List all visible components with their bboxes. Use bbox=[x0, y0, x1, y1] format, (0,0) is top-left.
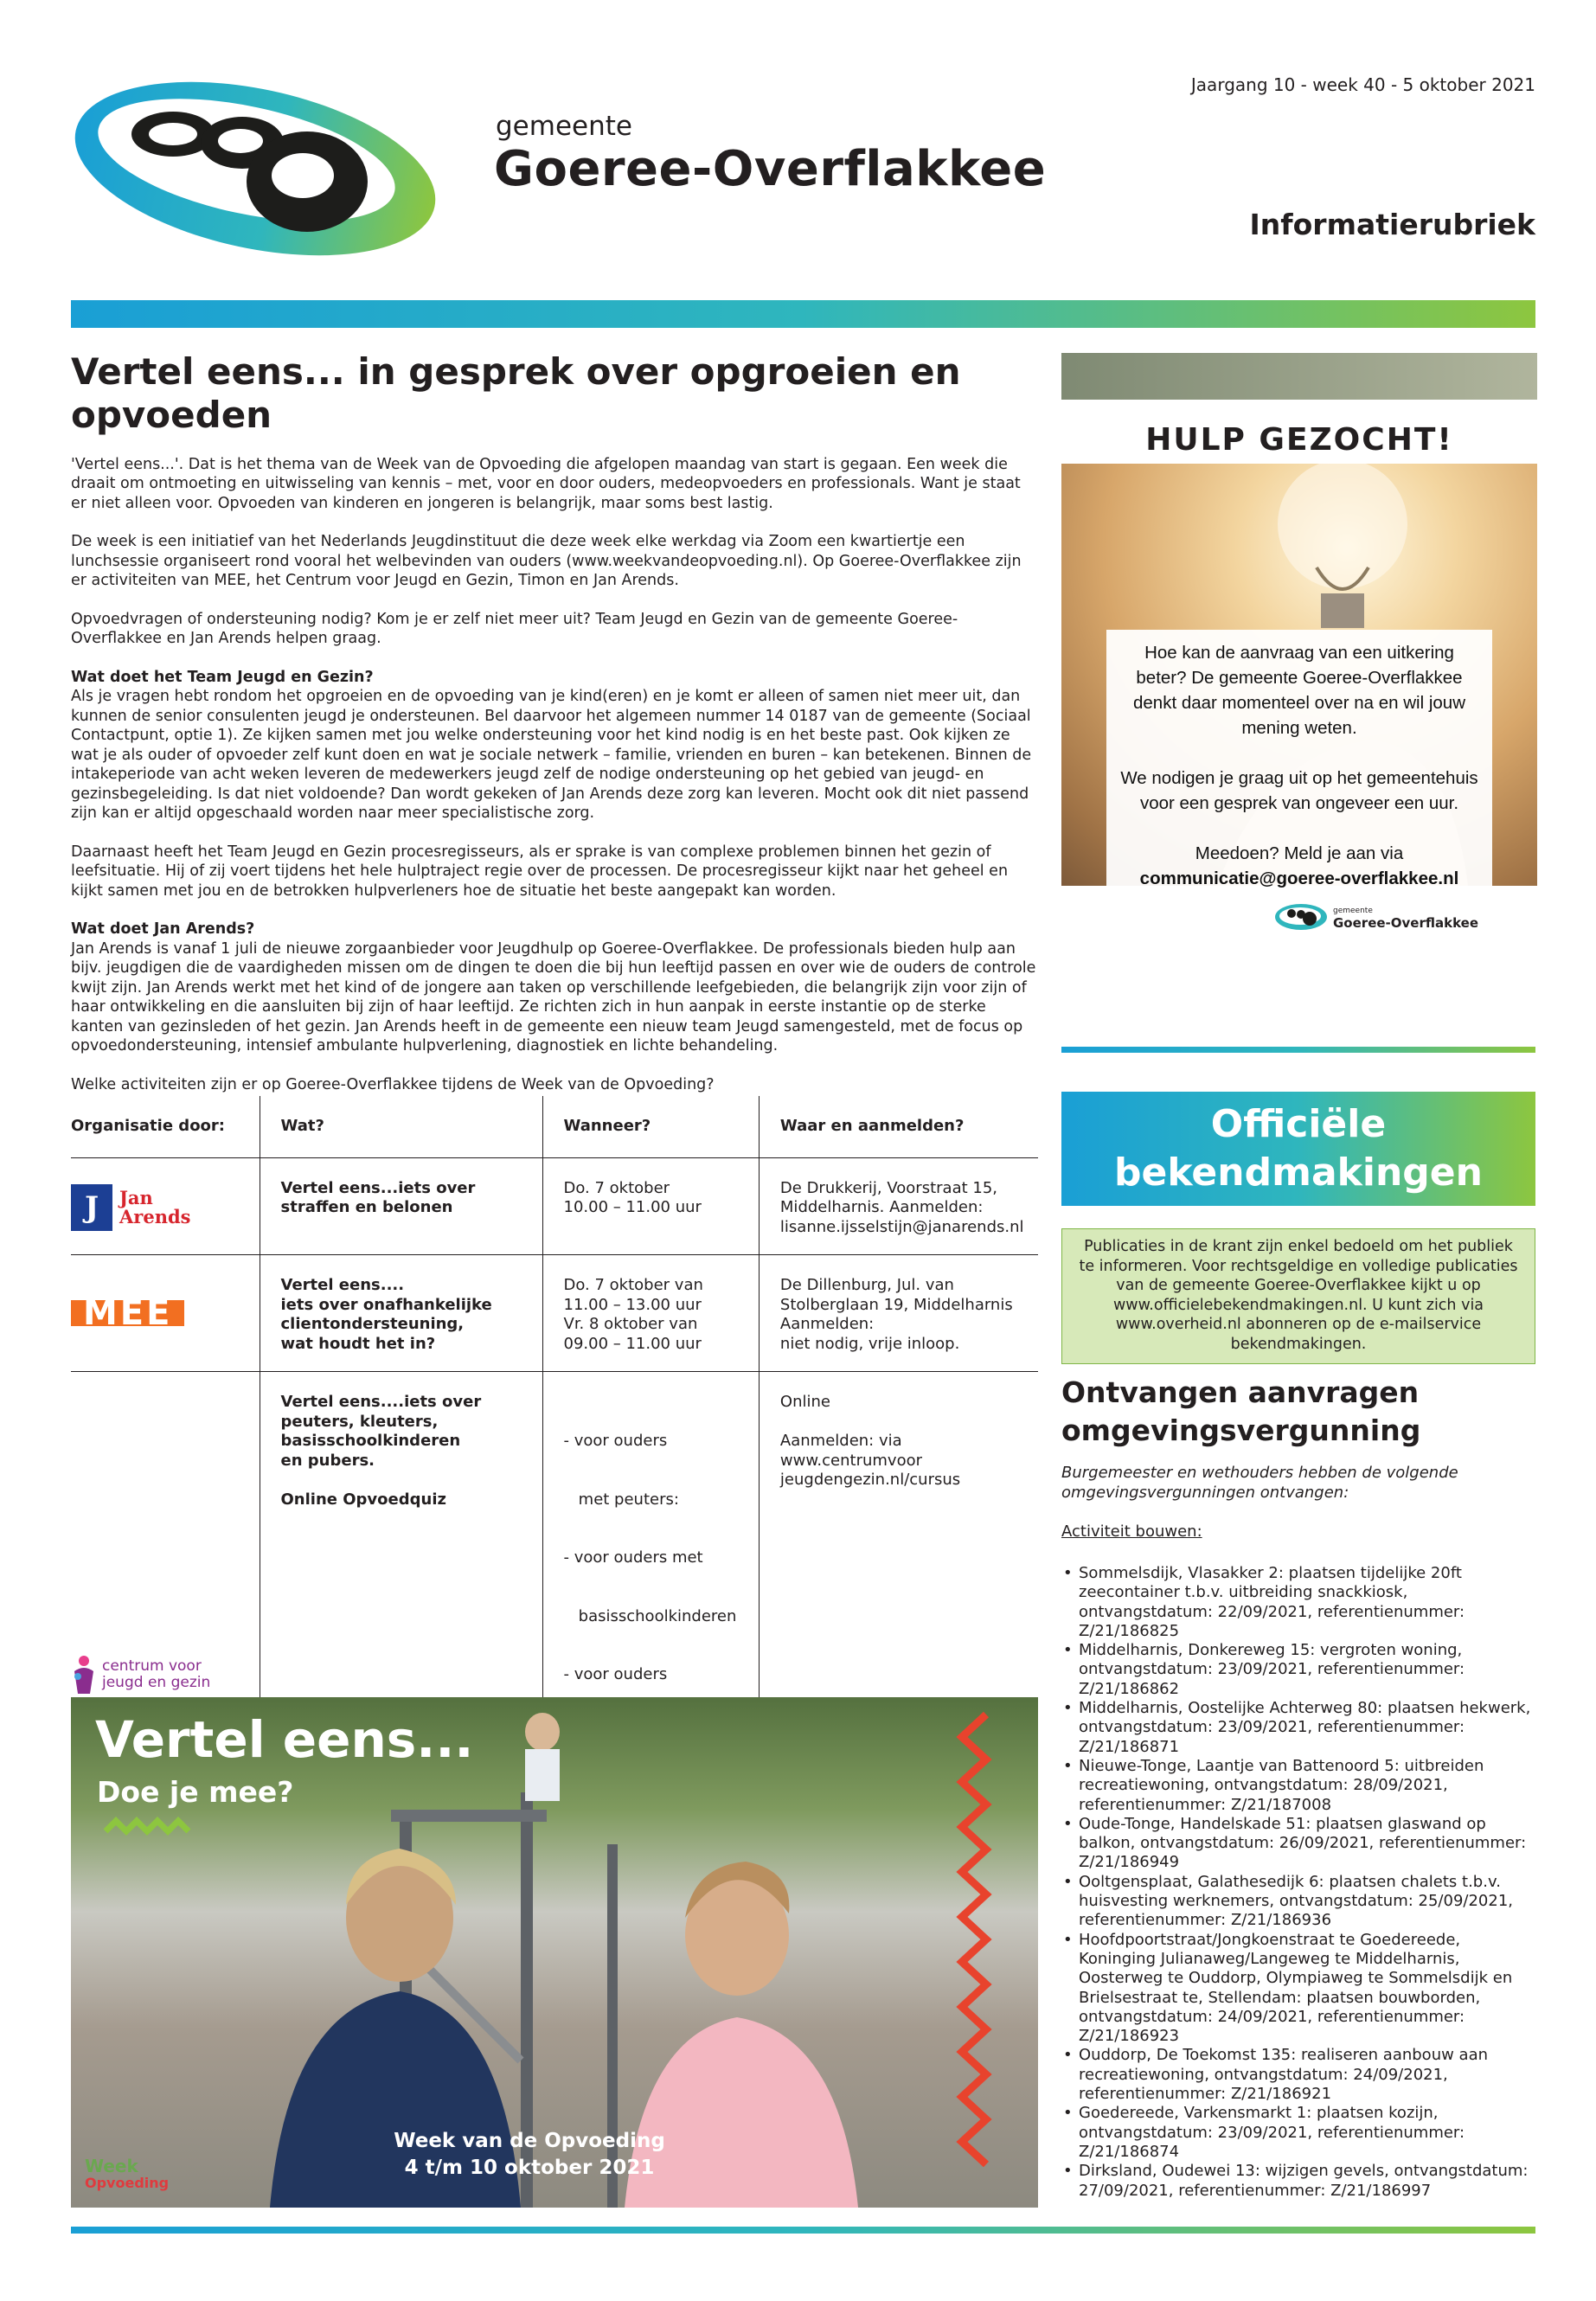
cell-line: Online bbox=[779, 1393, 830, 1411]
jan-arends-logo-text: Jan bbox=[119, 1187, 153, 1209]
when-cell bbox=[542, 1255, 759, 1372]
cell-spacer bbox=[780, 1413, 1028, 1433]
column-header: Wanneer? bbox=[542, 1096, 759, 1157]
article bbox=[71, 350, 1038, 1113]
cell-line: 09.00 – 11.00 uur bbox=[563, 1334, 702, 1353]
what-cell bbox=[260, 1157, 542, 1255]
list-item: • Dirksland, Oudewei 13: wijzigen gevels, ontvangstdatum: 27/09/2021, referentienummer: Z/21/186997 bbox=[1061, 2162, 1535, 2201]
cell-line: straffen en belonen bbox=[280, 1198, 453, 1216]
ad-municipality-logo bbox=[1274, 902, 1478, 932]
permits-list bbox=[1061, 1564, 1535, 2201]
jan-arends-logo-text: Arends bbox=[119, 1206, 191, 1228]
cell-line: 10.00 – 11.00 uur bbox=[563, 1198, 702, 1216]
poster-subtitle: Doe je mee? bbox=[97, 1775, 294, 1809]
official-notices-title: bekendmakingen bbox=[1114, 1150, 1483, 1195]
article-paragraph: Jan Arends is vanaf 1 juli de nieuwe zorgaanbieder voor Jeugdhulp op Goeree-Overflakkee. De professionals bieden hulp aan bijv. jeugdigen die de vaardigheden missen om de dingen te doen die bij hun leeftijd passen en over wie de ouders de controle kwijt zijn. Jan Arends werkt met het kind of de jongere aan taken op verschillende leefgebieden, die belangrijk zijn voor zijn of haar ontwikkeling en die aansluiten bij zijn of haar leeftijd. Ze richten zich in hun aanpak in eerste instantie op de sterke kanten van gezinsleden of het gezin. Jan Arends heeft in de gemeente een nieuw team Jeugd samengesteld, met de focus op opvoedondersteuning, intensief ambulante hulpverlening, diagnostiek en lichte behandeling. bbox=[71, 939, 1036, 1055]
permits-heading-line: omgevingsvergunning bbox=[1061, 1413, 1421, 1447]
ad-message-card bbox=[1106, 630, 1492, 903]
list-item: • Goedereede, Varkensmarkt 1: plaatsen kozijn, ontvangstdatum: 23/09/2021, referentienummer: Z/21/186874 bbox=[1061, 2104, 1535, 2162]
cjg-figure-icon bbox=[71, 1654, 97, 1695]
table-row bbox=[71, 1255, 1038, 1372]
cell-line: peuters, kleuters, bbox=[280, 1412, 439, 1431]
list-item: • Ouddorp, De Toekomst 135: realiseren aanbouw aan recreatiewoning, ontvangstdatum: 24/09/2021, referentienummer: Z/21/186921 bbox=[1061, 2046, 1535, 2104]
cjg-logo-text: jeugd en gezin bbox=[102, 1674, 211, 1692]
article-title: Vertel eens... in gesprek over opgroeien en opvoeden bbox=[71, 350, 961, 437]
permits-heading bbox=[1061, 1374, 1420, 1450]
cell-spacer bbox=[281, 1471, 532, 1490]
brand-small-label: gemeente bbox=[496, 111, 632, 142]
article-paragraph: Als je vragen hebt rondom het opgroeien en de opvoeding van je kind(eren) en je komt er alleen of samen niet meer uit, dan kunnen de senior consulenten jeugd je ondersteunen. Bel daarvoor het algemeen nummer 14 0187 van de gemeente (Sociaal Contactpunt, optie 1). Ze kijken samen met jou welke ondersteuning voor het kind nodig is en het beste past. Ook kijken ze wat je als ouder of opvoeder zelf kunt doen en wat je sociale netwerk – familie, vrienden en buren – kan betekenen. Binnen de intakeperiode van acht weken leveren de medewerkers jeugd zelf de nodige ondersteuning op het gebied van jeugd- en gezinsbegeleiding. Is dat niet voldoende? Dan wordt gekeken of Jan Arends deze zorg kan leveren. Mocht ook dit niet passend zijn kan er altijd opgeschaald worden naar meer specialistische zorg. bbox=[71, 688, 1032, 823]
subheading-jan-arends: Wat doet Jan Arends? bbox=[71, 920, 255, 939]
cell-line: Aanmelden: bbox=[779, 1315, 875, 1333]
cell-line: Vr. 8 oktober van bbox=[563, 1315, 698, 1333]
list-item: • Ooltgensplaat, Galathesedijk 6: plaatsen chalets t.b.v. huisvesting werknemers, ontvangstdatum: 25/09/2021, referentienummer: Z/21/186936 bbox=[1061, 1873, 1535, 1931]
mee-logo: MEE bbox=[71, 1300, 184, 1327]
week-logo-small: Opvoeding bbox=[85, 2175, 170, 2191]
week-van-de-opvoeding-poster bbox=[71, 1697, 1038, 2208]
cell-line: www.centrumvoor bbox=[779, 1451, 922, 1470]
week-logo bbox=[85, 2157, 169, 2192]
cell-line: basisschoolkinderen bbox=[280, 1432, 461, 1450]
cell-line: Vertel eens....iets over bbox=[280, 1393, 482, 1411]
municipality-logo bbox=[69, 74, 450, 260]
mini-logo-small: gemeente bbox=[1333, 906, 1373, 915]
cell-line: Do. 7 oktober bbox=[563, 1178, 670, 1197]
article-question: Welke activiteiten zijn er op Goeree-Overflakkee tijdens de Week van de Opvoeding? bbox=[71, 1075, 715, 1093]
official-notices-header bbox=[1061, 1092, 1535, 1206]
ad-text: We nodigen je graag uit op het gemeentehuis voor een gesprek van ongeveer een uur. bbox=[1120, 768, 1478, 813]
poster-event-dates: 4 t/m 10 oktober 2021 bbox=[404, 2157, 655, 2179]
cell-line: jeugdengezin.nl/cursus bbox=[779, 1471, 961, 1489]
cell-line: De Drukkerij, Voorstraat 15, bbox=[779, 1178, 998, 1197]
cell-line: basisschoolkinderen bbox=[563, 1606, 737, 1625]
ad-text: Hoe kan de aanvraag van een uitkering beter? De gemeente Goeree-Overflakkee denkt daar momenteel over na en wil jouw mening weten. bbox=[1132, 643, 1465, 738]
footer-gradient-bar bbox=[71, 2227, 1535, 2234]
cell-line: Aanmelden: via bbox=[779, 1432, 902, 1450]
official-notices-title: Officiële bbox=[1210, 1102, 1387, 1146]
article-paragraph: Opvoedvragen of ondersteuning nodig? Kom je er zelf niet meer uit? Team Jeugd en Gezin van de gemeente Goeree-Overflakkee en Jan Arends helpen graag. bbox=[71, 610, 958, 648]
cell-line: - voor ouders met bbox=[563, 1548, 703, 1567]
edition-info: Jaargang 10 - week 40 - 5 oktober 2021 bbox=[1190, 74, 1535, 95]
jan-arends-logo bbox=[71, 1184, 249, 1231]
cell-line: Vertel eens.... bbox=[280, 1276, 405, 1294]
cjg-logo bbox=[71, 1654, 249, 1695]
list-item: • Sommelsdijk, Vlasakker 2: plaatsen tijdelijke 20ft zeecontainer t.b.v. uitbreiding snackkiosk, ontvangstdatum: 22/09/2021, referentienummer: Z/21/186825 bbox=[1061, 1564, 1535, 1641]
cell-line: - voor ouders bbox=[563, 1432, 668, 1450]
header-gradient-bar bbox=[71, 300, 1535, 328]
list-item: • Nieuwe-Tonge, Laantje van Battenoord 5: uitbreiden recreatiewoning, ontvangstdatum: 28/09/2021, referentienummer: Z/21/187008 bbox=[1061, 1757, 1535, 1815]
brand-name: Goeree-Overflakkee bbox=[494, 141, 1047, 197]
where-cell bbox=[759, 1157, 1038, 1255]
ad-top-stripe bbox=[1061, 353, 1537, 400]
poster-title: Vertel eens... bbox=[95, 1710, 474, 1769]
official-notices-disclaimer: Publicaties in de krant zijn enkel bedoeld om het publiek te informeren. Voor rechtsgeldige en volledige publicaties van de gemeente Goeree-Overflakkee kijkt u op www.officielebekendmakingen.nl. U kunt zich via www.overheid.nl abonneren op de e-mailservice bekendmakingen. bbox=[1061, 1228, 1535, 1364]
cjg-logo-text: centrum voor bbox=[102, 1657, 202, 1676]
list-item: • Hoofdpoortstraat/Jongkoenstraat te Goedereede, Koninging Julianaweg/Langeweg te Middelharnis, Oosterweg te Ouddorp, Olympiaweg te Sommelsdijk en Brielsestraat te, Stellendam: plaatsen bouwborden, ontvangstdatum: 24/09/2021, referentienummer: Z/21/186923 bbox=[1061, 1931, 1535, 2047]
article-paragraph: 'Vertel eens...'. Dat is het thema van de Week van de Opvoeding die afgelopen maandag van start is gegaan. Een week die draait om ontmoeting en uitwisseling van kennis – met, voor en door ouders, medeopvoeders en professionals. Want je staat er niet alleen voor. Opvoeden van kinderen en jongeren is belangrijk, maar soms best lastig. bbox=[71, 455, 1021, 512]
when-cell bbox=[542, 1157, 759, 1255]
subheading-team-jeugd: Wat doet het Team Jeugd en Gezin? bbox=[71, 668, 374, 686]
article-paragraph: Daarnaast heeft het Team Jeugd en Gezin procesregisseurs, als er sprake is van complexe problemen binnen het gezin of leefsituatie. Hij of zij voert tijdens het hele hulptraject regie over de processen. De procesregisseur kijkt naar het geheel en kijkt samen met jou en de betrokken hulpverleners hoe de situatie het beste aangepakt kan worden. bbox=[71, 843, 1009, 900]
article-body bbox=[71, 455, 1038, 1095]
cell-line: en pubers. bbox=[280, 1451, 375, 1470]
table-row bbox=[71, 1157, 1038, 1255]
cell-line: Stolberglaan 19, Middelharnis bbox=[779, 1295, 1013, 1314]
cell-line: niet nodig, vrije inloop. bbox=[779, 1334, 960, 1353]
section-label: Informatierubriek bbox=[1249, 208, 1535, 241]
ad-text: Meedoen? Meld je aan via bbox=[1195, 843, 1404, 863]
column-header: Organisatie door: bbox=[71, 1096, 260, 1157]
poster-event bbox=[382, 2128, 676, 2182]
column-header: Waar en aanmelden? bbox=[759, 1096, 1038, 1157]
cell-line: De Dillenburg, Jul. van bbox=[779, 1276, 954, 1294]
cell-line: lisanne.ijsselstijn@janarends.nl bbox=[779, 1217, 1024, 1236]
org-cell bbox=[71, 1255, 260, 1372]
permits-activity-label: Activiteit bouwen: bbox=[1061, 1522, 1202, 1541]
cell-line: Middelharnis. Aanmelden: bbox=[779, 1198, 984, 1216]
cell-line: Online Opvoedquiz bbox=[280, 1490, 446, 1509]
mini-logo-name: Goeree-Overflakkee bbox=[1333, 914, 1478, 931]
permits-intro: Burgemeester en wethouders hebben de volgende omgevingsvergunningen ontvangen: bbox=[1061, 1464, 1458, 1502]
permits-heading-line: Ontvangen aanvragen bbox=[1061, 1375, 1420, 1409]
cell-line: wat houdt het in? bbox=[280, 1334, 436, 1353]
right-separator-bar bbox=[1061, 1047, 1535, 1053]
week-logo-word: Week bbox=[85, 2156, 138, 2176]
poster-event-name: Week van de Opvoeding bbox=[394, 2130, 665, 2152]
help-wanted-ad bbox=[1061, 353, 1537, 967]
cell-line: Vertel eens...iets over bbox=[280, 1178, 476, 1197]
cell-line: - voor ouders bbox=[563, 1665, 668, 1683]
cell-line: 11.00 – 13.00 uur bbox=[563, 1295, 702, 1314]
article-paragraph: De week is een initiatief van het Nederlands Jeugdinstituut die deze week elke werkdag via Zoom een kwartiertje een lunchsessie organiseert rond vooral het welbevinden van ouders (www.weekvandeopvoeding.nl). Op Goeree-Overflakkee zijn er activiteiten van MEE, het Centrum voor Jeugd en Gezin, Timon en Jan Arends. bbox=[71, 533, 1022, 590]
cell-line: met peuters: bbox=[563, 1490, 679, 1509]
cell-line: clientondersteuning, bbox=[280, 1315, 465, 1333]
ad-title: HULP GEZOCHT! bbox=[1145, 422, 1453, 458]
org-cell bbox=[71, 1157, 260, 1255]
column-header: Wat? bbox=[260, 1096, 542, 1157]
cell-line: Do. 7 oktober van bbox=[563, 1276, 703, 1294]
where-cell bbox=[759, 1255, 1038, 1372]
what-cell bbox=[260, 1255, 542, 1372]
table-header-row bbox=[71, 1096, 1038, 1157]
mini-logo-mark-icon bbox=[1274, 902, 1328, 932]
list-item: • Middelharnis, Oostelijke Achterweg 80: plaatsen hekwerk, ontvangstdatum: 23/09/2021, referentienummer: Z/21/186871 bbox=[1061, 1699, 1535, 1757]
list-item: • Middelharnis, Donkereweg 15: vergroten woning, ontvangstdatum: 23/09/2021, referentienummer: Z/21/186862 bbox=[1061, 1641, 1535, 1699]
cell-line: iets over onafhankelijke bbox=[280, 1295, 492, 1314]
jan-arends-mark: J bbox=[71, 1184, 112, 1231]
ad-email-link[interactable]: communicatie@goeree-overflakkee.nl bbox=[1139, 868, 1459, 888]
list-item: • Oude-Tonge, Handelskade 51: plaatsen glaswand op balkon, ontvangstdatum: 26/09/2021, referentienummer: Z/21/186949 bbox=[1061, 1815, 1535, 1873]
